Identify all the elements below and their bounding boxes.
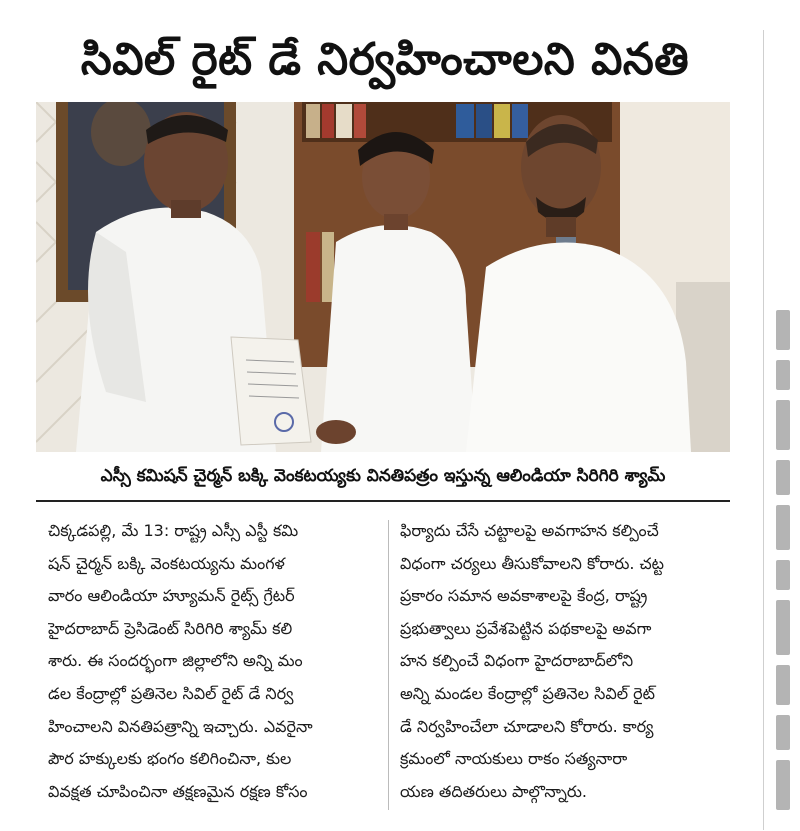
body-line: ఫిర్యాదు చేసే చట్టాలపై అవగాహన కల్పించే <box>400 521 659 540</box>
body-line: హన కల్పించే విధంగా హైదరాబాద్‌లోని <box>400 651 634 671</box>
body-line: అన్ని మండల కేంద్రాల్లో ప్రతినెల సివిల్ రైట్ <box>400 683 655 703</box>
adjacent-column-fragment <box>772 300 796 820</box>
column-divider <box>388 520 389 810</box>
news-photo <box>36 102 730 452</box>
body-line: డే నిర్వహించేలా చూడాలని కోరారు. కార్య <box>400 716 654 736</box>
body-line: డల కేంద్రాల్లో ప్రతినెల సివిల్ రైట్ డే నిర్వ <box>48 683 294 703</box>
body-line: విధంగా చర్యలు తీసుకోవాలని కోరారు. చట్ట <box>400 553 665 573</box>
headline: సివిల్ రైట్ డే నిర్వహించాలని వినతి <box>80 34 690 85</box>
body-line: చిక్కడపల్లి, మే 13: రాష్ట్ర ఎస్సీ ఎస్టీ కమి <box>48 521 299 540</box>
body-column-right <box>400 515 730 815</box>
caption-rule <box>36 500 730 502</box>
body-line: శారు. ఈ సందర్భంగా జిల్లాలోని అన్ని మం <box>48 651 303 671</box>
body-line: షన్ చైర్మన్ బక్కి వెంకటయ్యను మంగళ <box>48 553 285 573</box>
photo-caption: ఎస్సీ కమిషన్ చైర్మన్ బక్కి వెంకటయ్యకు వినతిపత్రం ఇస్తున్న ఆలిండియా సిరిగిరి శ్యామ్ <box>100 466 666 486</box>
petition-document <box>231 337 311 445</box>
body-line: వారం ఆలిండియా హ్యూమన్ రైట్స్ గ్రేటర్ <box>48 586 295 606</box>
body-line: క్రమంలో నాయకులు రాకం సత్యనారా <box>400 749 628 769</box>
body-line: వివక్షత చూపించినా తక్షణమైన రక్షణ కోసం <box>48 781 308 801</box>
body-line: పౌర హక్కులకు భంగం కలిగించినా, కుల <box>48 749 292 769</box>
page-edge <box>763 30 764 830</box>
body-column-left <box>48 515 378 815</box>
body-line: హైదరాబాద్ ప్రెసిడెంట్ సిరిగిరి శ్యామ్ కలి <box>48 618 293 638</box>
body-line: హించాలని వినతిపత్రాన్ని ఇచ్చారు. ఎవరైనా <box>48 716 313 736</box>
body-line: ప్రభుత్వాలు ప్రవేశపెట్టిన పథకాలపై అవగా <box>400 618 652 638</box>
body-line: యణ తదితరులు పాల్గొన్నారు. <box>400 781 587 801</box>
body-line: ప్రకారం సమాన అవకాశాలపై కేంద్ర, రాష్ట్ర <box>400 586 648 606</box>
photo-illustration <box>36 102 730 452</box>
